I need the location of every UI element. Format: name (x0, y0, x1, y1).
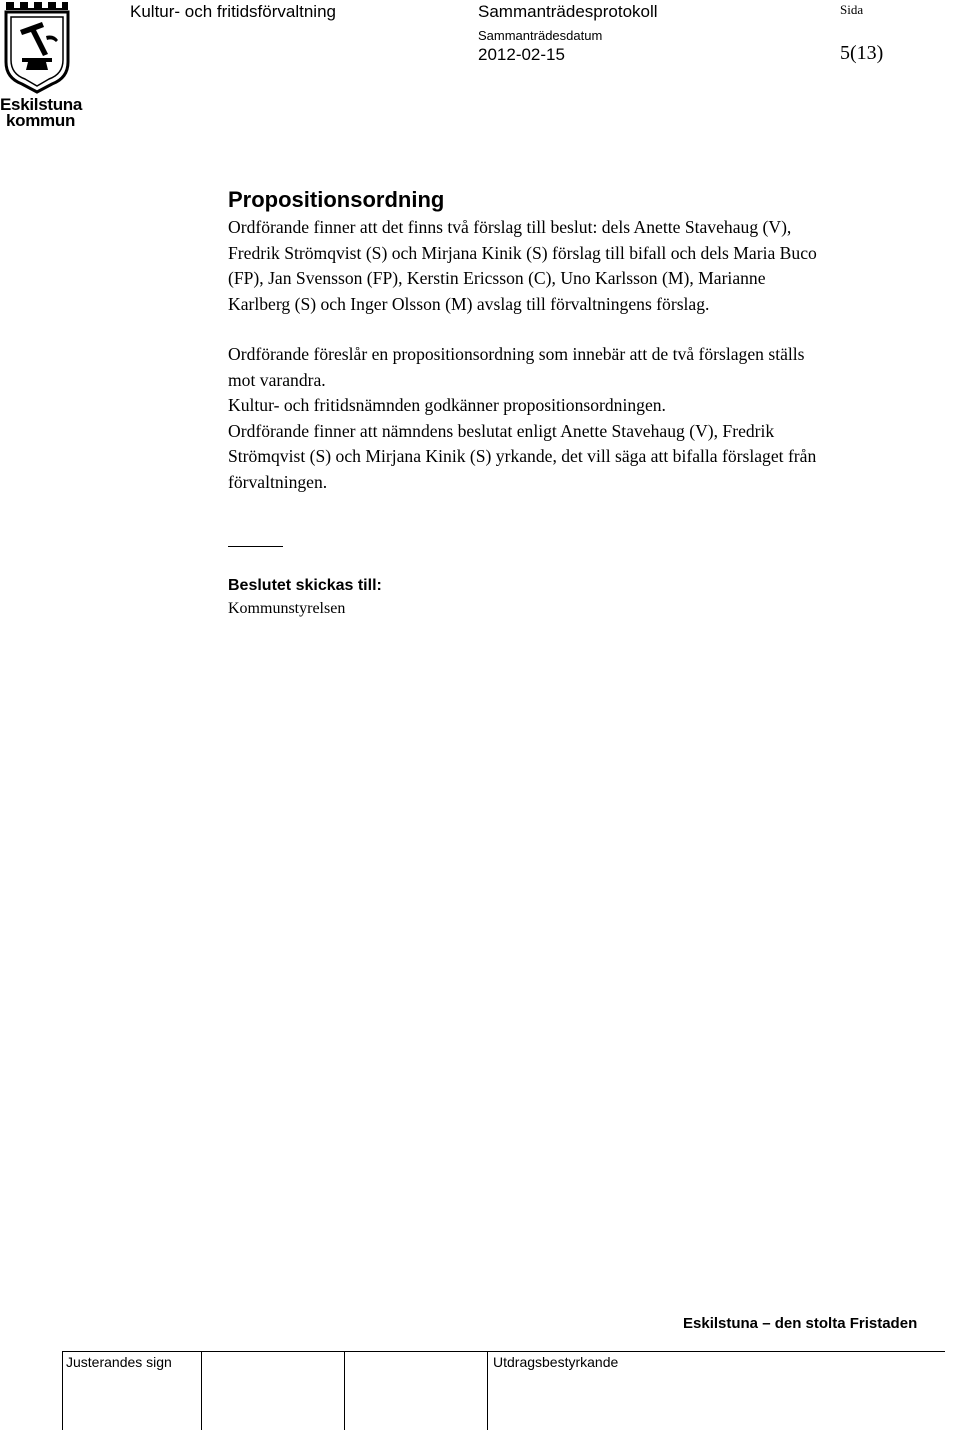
footer-rule (62, 1351, 945, 1352)
paragraph-gap (228, 317, 960, 342)
department-name: Kultur- och fritidsförvaltning (130, 2, 336, 21)
signature-box-divider (344, 1351, 345, 1430)
paragraph-line: Kultur- och fritidsnämnden godkänner propositionsordningen. (228, 395, 666, 415)
justerande-sign-label: Justerandes sign (66, 1354, 172, 1370)
meeting-date-label: Sammanträdesdatum (478, 28, 603, 43)
paragraph-line: Ordförande föreslår en propositionsordning som innebär att de två förslagen ställs (228, 344, 805, 364)
paragraph-line: Ordförande finner att det finns två förslag till beslut: dels Anette Stavehaug (V), (228, 217, 792, 237)
paragraph-line: Fredrik Strömqvist (S) och Mirjana Kinik (S) förslag till bifall och dels Maria Buco (228, 242, 817, 263)
section-heading: Propositionsordning (228, 187, 445, 212)
separator-line (228, 546, 283, 547)
document-body (228, 185, 960, 495)
paragraph-line: förvaltningen. (228, 471, 328, 492)
page-label: Sida (840, 2, 864, 17)
signature-box-divider (62, 1351, 63, 1430)
meeting-date-value: 2012-02-15 (478, 45, 565, 64)
sent-to-recipient: Kommunstyrelsen (228, 600, 346, 617)
paragraph-line: mot varandra. (228, 369, 326, 390)
paragraph-line: Karlberg (S) och Inger Olsson (M) avslag till förvaltningens förslag. (228, 293, 710, 314)
logo-text-line2: kommun (6, 111, 76, 130)
sent-to-label: Beslutet skickas till: (228, 577, 382, 594)
page-number: 5(13) (840, 42, 884, 64)
paragraph-decision (228, 342, 960, 495)
footer-slogan: Eskilstuna – den stolta Fristaden (683, 1315, 918, 1332)
coat-of-arms-icon (2, 0, 72, 96)
logo-text-line1: Eskilstuna (0, 95, 83, 114)
utdragsbestyrkande-label: Utdragsbestyrkande (493, 1354, 619, 1370)
signature-box-divider (201, 1351, 202, 1430)
paragraph-line: (FP), Jan Svensson (FP), Kerstin Ericsson (C), Uno Karlsson (M), Marianne (228, 268, 766, 288)
document-type: Sammanträdesprotokoll (478, 2, 658, 21)
signature-box-divider (487, 1351, 488, 1430)
paragraph-proposals (228, 215, 960, 317)
paragraph-line: Strömqvist (S) och Mirjana Kinik (S) yrkande, det vill säga att bifalla förslaget från (228, 446, 817, 466)
paragraph-line: Ordförande finner att nämndens beslutat enligt Anette Stavehaug (V), Fredrik (228, 420, 775, 441)
